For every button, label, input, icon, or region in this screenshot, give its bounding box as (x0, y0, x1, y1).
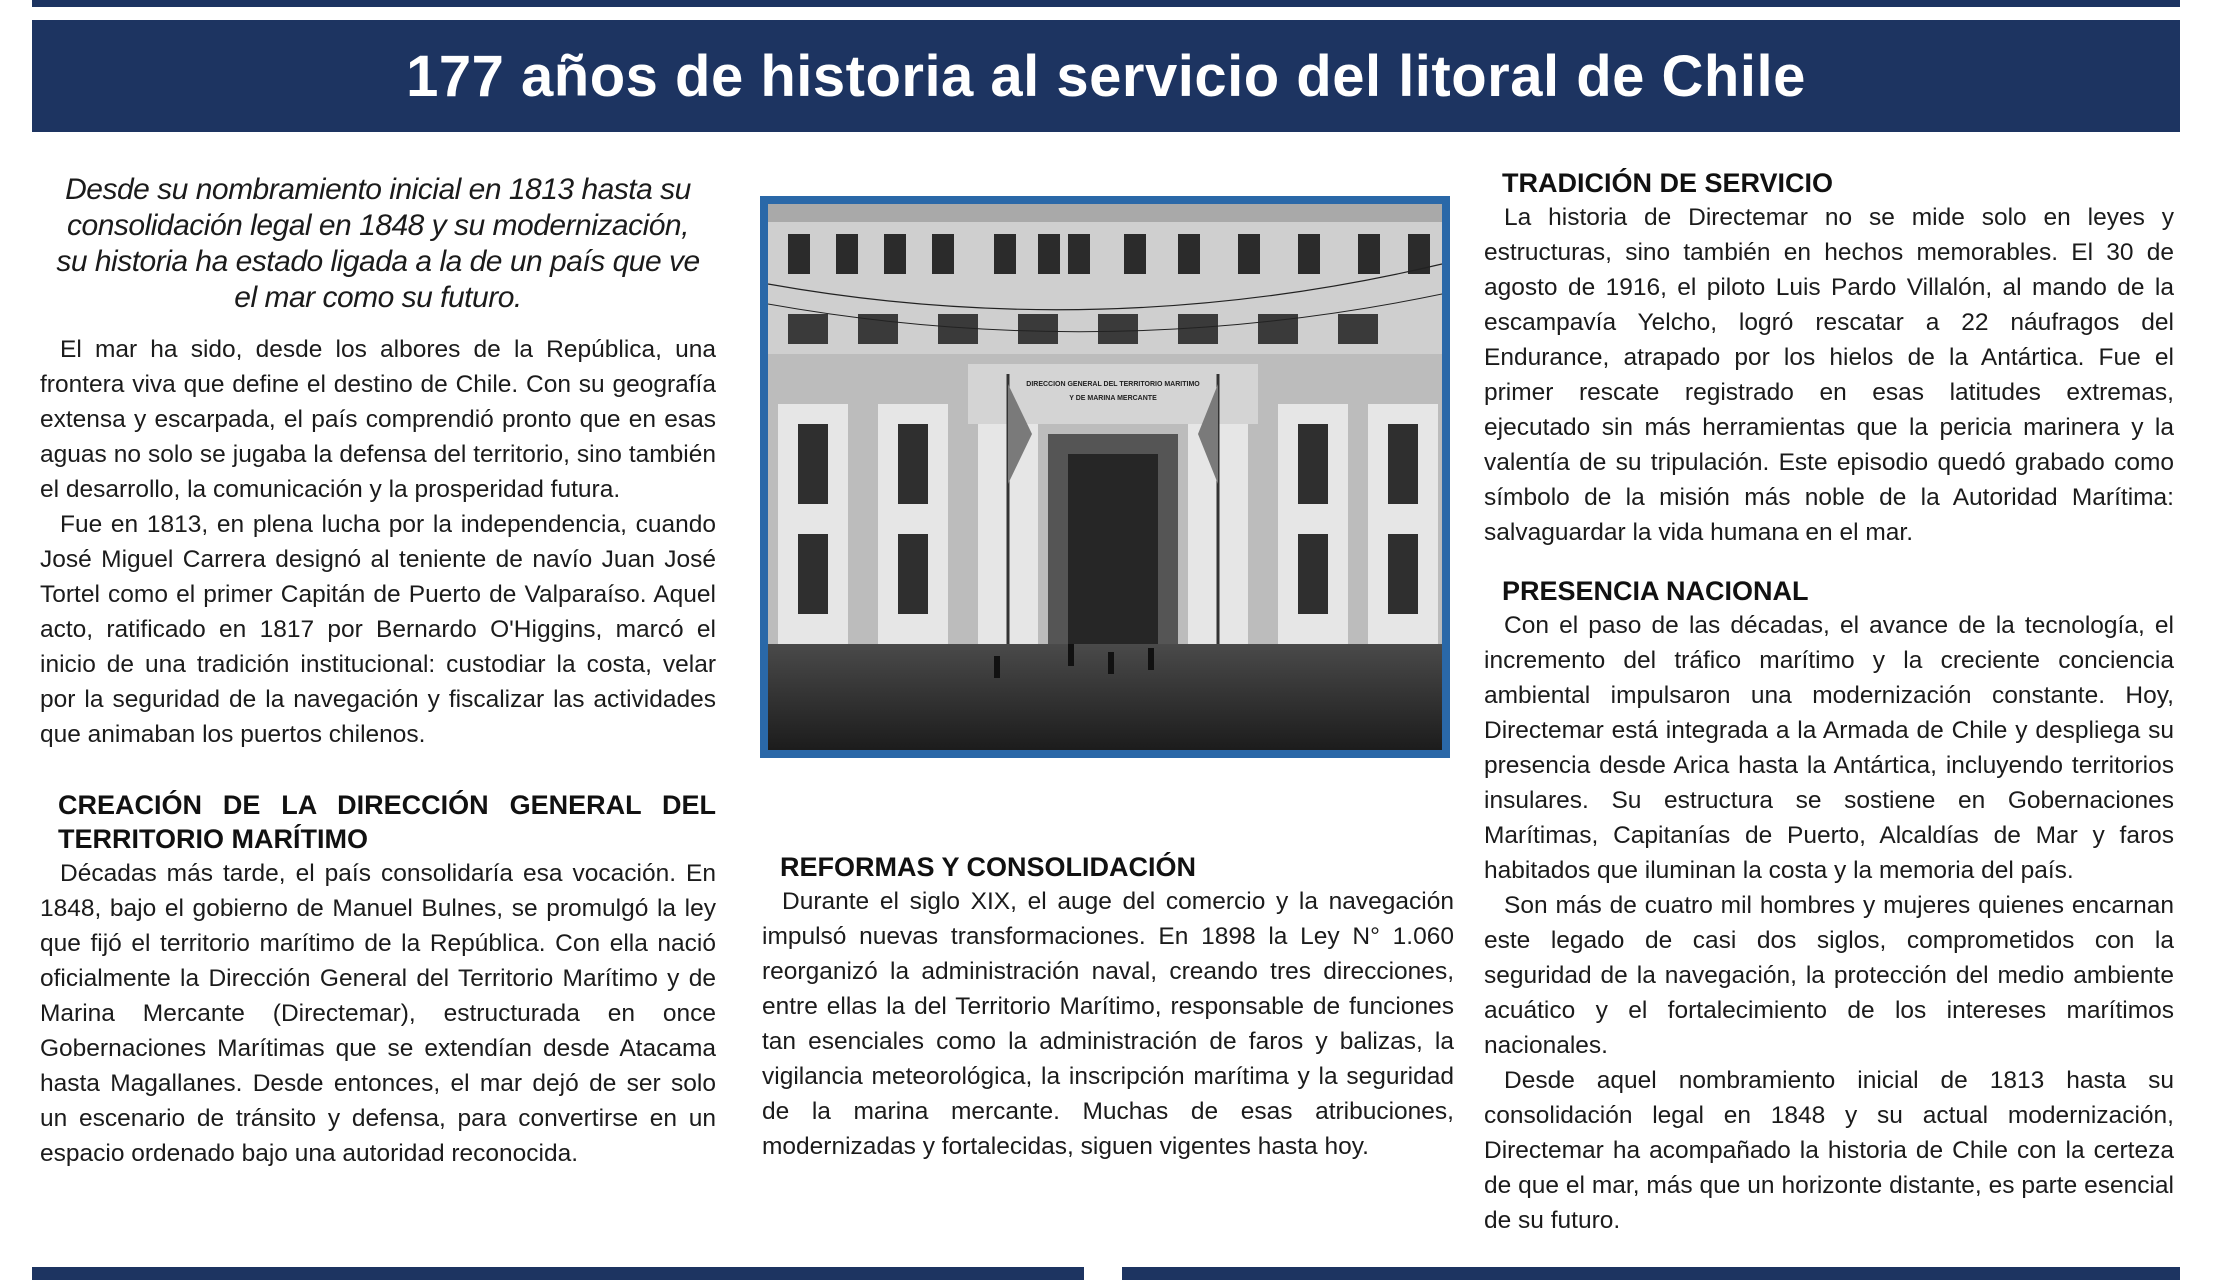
lead-paragraph: Desde su nombramiento inicial en 1813 hasta su consolidación legal en 1848 y su modernización, su historia ha estado ligada a la de un país que ve el mar como su futuro. (56, 173, 700, 314)
section-title-presencia: PRESENCIA NACIONAL (1502, 576, 1809, 606)
body-paragraph: Décadas más tarde, el país consolidaría esa vocación. En 1848, bajo el gobierno de Manuel Bulnes, se promulgó la ley que fijó el territorio marítimo de la República. Con ella nació oficialmente la Dirección General del Territorio Marítimo y de Marina Mercante (Directemar), estructurada en once Gobernaciones Marítimas que se extendían desde Atacama hasta Magallanes. Desde entonces, el mar dejó de ser solo un escenario de tránsito y defensa, para convertirse en un espacio ordenado bajo una autoridad reconocida. (40, 860, 716, 1167)
body-paragraph: Fue en 1813, en plena lucha por la independencia, cuando José Miguel Carrera designó al teniente de navío Juan José Tortel como el primer Capitán de Puerto de Valparaíso. Aquel acto, ratificado en 1817 por Bernardo O'Higgins, marcó el inicio de una tradición institucional: custodiar la costa, velar por la seguridad de la navegación y fiscalizar las actividades que animaban los puertos chilenos. (40, 511, 716, 748)
photo-sign-line2: Y DE MARINA MERCANTE (1069, 395, 1157, 402)
body-paragraph: Desde aquel nombramiento inicial de 1813 hasta su consolidación legal en 1848 y su actual modernización, Directemar ha acompañado la historia de Chile con la certeza de que el mar, más que un horizonte distante, es parte esencial de su futuro. (1484, 1067, 2174, 1234)
body-paragraph: Durante el siglo XIX, el auge del comercio y la navegación impulsó nuevas transformaciones. En 1898 la Ley N° 1.060 reorganizó la administración naval, creando tres direcciones, entre ellas la del Territorio Marítimo, responsable de funciones tan esenciales como la administración de faros y balizas, la vigilancia meteorológica, la inscripción marítima y la seguridad de la marina mercante. Muchas de esas atribuciones, modernizadas y fortalecidas, siguen vigentes hasta hoy. (762, 888, 1454, 1160)
column-left (40, 172, 716, 1171)
page-title: 177 años de historia al servicio del litoral de Chile (406, 43, 1806, 109)
body-paragraph: El mar ha sido, desde los albores de la República, una frontera viva que define el destino de Chile. Con su geografía extensa y escarpada, el país comprendió pronto que en esas aguas no solo se jugaba la defensa del territorio, sino también el desarrollo, la comunicación y la prosperidad futura. (40, 336, 716, 503)
section-title-creacion: CREACIÓN DE LA DIRECCIÓN GENERAL DEL TERRITORIO MARÍTIMO (58, 790, 716, 854)
photo-sign-line1: DIRECCION GENERAL DEL TERRITORIO MARITIMO (1026, 381, 1200, 388)
body-paragraph: Con el paso de las décadas, el avance de la tecnología, el incremento del tráfico marítimo y la creciente conciencia ambiental impulsaron una modernización constante. Hoy, Directemar está integrada a la Armada de Chile y despliega su presencia desde Arica hasta la Antártica, incluyendo territorios insulares. Su estructura se sostiene en Gobernaciones Marítimas, Capitanías de Puerto, Alcaldías de Mar y faros habitados que iluminan la costa y la memoria del país. (1484, 612, 2174, 884)
bottom-bar-left (32, 1267, 1084, 1280)
headline-banner (32, 20, 2180, 132)
column-middle (762, 850, 1454, 1164)
body-paragraph: La historia de Directemar no se mide solo en leyes y estructuras, sino también en hechos memorables. El 30 de agosto de 1916, el piloto Luis Pardo Villalón, al mando de la escampavía Yelcho, logró rescatar a 22 náufragos del Endurance, atrapado por los hielos de la Antártica. Fue el primer rescate registrado en esas latitudes extremas, ejecutado sin más herramientas que la pericia marinera y la valentía de su tripulación. Este episodio quedó grabado como símbolo de la misión más noble de la Autoridad Marítima: salvaguardar la vida humana en el mar. (1484, 204, 2174, 546)
top-rule (32, 0, 2180, 7)
section-title-reformas: REFORMAS Y CONSOLIDACIÓN (780, 852, 1197, 882)
building-photo (760, 196, 1450, 758)
building-illustration (768, 204, 1442, 750)
body-paragraph: Son más de cuatro mil hombres y mujeres quienes encarnan este legado de casi dos siglos, comprometidos con la seguridad de la navegación, la protección del medio ambiente acuático y el fortalecimiento de los intereses marítimos nacionales. (1484, 892, 2174, 1059)
section-title-tradicion: TRADICIÓN DE SERVICIO (1502, 168, 1834, 198)
column-right (1484, 166, 2174, 1238)
bottom-bar-right (1122, 1267, 2180, 1280)
